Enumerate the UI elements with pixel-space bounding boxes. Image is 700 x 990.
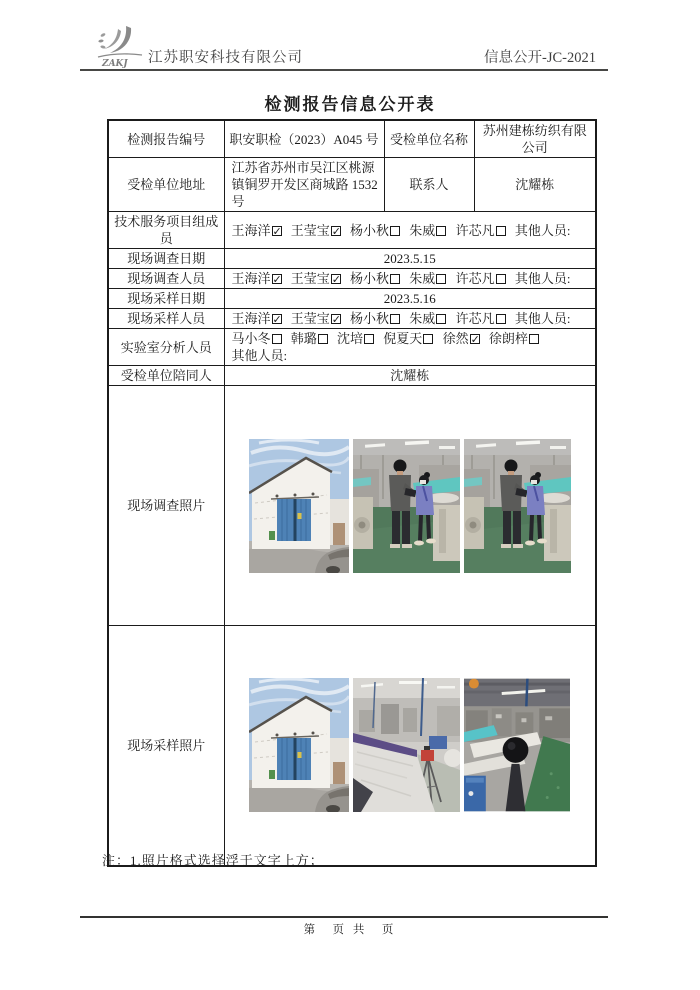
team-member [232,223,282,238]
staff-member [409,311,446,326]
survey-date-label-cell: 现场调查日期 [108,249,224,269]
sampling-date-value-cell: 2023.5.16 [224,289,596,309]
staff-member [350,271,400,286]
company-logo-icon [96,25,144,69]
checkbox-icon [390,274,400,284]
page-footer: 第 页 共 页 [303,924,397,936]
unit-address-label-cell: 受检单位地址 [108,158,224,212]
checkbox-icon [331,314,341,324]
header-rule [80,69,608,71]
lab-member [383,331,433,346]
survey-photo-workshop-inspection-2 [464,439,571,573]
staff-member [409,271,446,286]
lab-member [443,331,480,346]
person-name: 王莹宝 [290,222,330,238]
unit-address-value-cell: 江苏省苏州市吴江区桃源镇铜罗开发区商城路 1532 号 [224,158,384,212]
staff-member [456,271,506,286]
sampling-photo-noise-meter [464,678,570,812]
table-row [108,386,596,626]
person-name: 王海洋 [231,222,271,238]
person-name: 朱威 [409,271,436,286]
checkbox-icon [390,226,400,236]
person-name: 沈培 [337,331,364,346]
logo-text: ZAKJ [102,59,128,69]
others-label: 其他人员: [514,311,571,326]
person-name: 王海洋 [231,271,271,286]
checkbox-icon [272,314,282,324]
checkbox-icon [272,334,282,344]
unit-name-value-cell: 苏州建栋纺织有限公司 [474,120,596,158]
table-row [108,289,596,309]
checkbox-icon [436,274,446,284]
person-name: 马小冬 [231,331,271,346]
sampling-photo-factory-exterior [249,678,349,812]
page-title: 检测报告信息公开表 [264,95,436,114]
unit-name-label-cell: 受检单位名称 [384,120,474,158]
team-member [456,223,506,238]
team-member [350,223,400,238]
person-name: 倪夏天 [383,331,423,346]
staff-member [232,311,282,326]
person-name: 许芯凡 [455,311,495,326]
lab-staff-line1 [232,330,592,347]
survey-photos-label-cell: 现场调查照片 [108,386,224,626]
checkbox-icon [390,314,400,324]
report-no-value-cell: 职安职检（2023）A045 号 [224,120,384,158]
checkbox-icon [496,274,506,284]
person-name: 王莹宝 [290,311,330,326]
escort-value-cell: 沈耀栋 [224,366,596,386]
person-name: 王莹宝 [290,271,330,286]
team-label-cell: 技术服务项目组成员 [108,212,224,249]
table-row [108,212,596,249]
checkbox-icon [529,334,539,344]
survey-staff-cell [224,269,596,289]
table-row [108,158,596,212]
person-name: 许芯凡 [455,222,495,238]
lab-member [337,331,374,346]
team-members-cell [224,212,596,249]
sampling-photo-loom-sampler [353,678,460,812]
report-table [107,119,597,867]
table-row [108,309,596,329]
checkbox-icon [496,314,506,324]
staff-member [291,311,341,326]
table-row [108,120,596,158]
team-member [291,223,341,238]
person-name: 韩璐 [290,331,317,346]
survey-staff-label-cell: 现场调查人员 [108,269,224,289]
lab-staff-cell [224,329,596,366]
checkbox-icon [436,226,446,236]
sampling-photos-cell [224,626,596,866]
checkbox-icon [318,334,328,344]
survey-photos-cell [224,386,596,626]
table-row [108,366,596,386]
doc-number: 信息公开-JC-2021 [484,50,596,66]
table-row [108,269,596,289]
checkbox-icon [272,274,282,284]
table-row [108,626,596,866]
survey-photo-factory-exterior [249,439,349,573]
checkbox-icon [436,314,446,324]
escort-label-cell: 受检单位陪同人 [108,366,224,386]
person-name: 许芯凡 [455,271,495,286]
survey-photos-group [229,439,592,573]
staff-member [232,271,282,286]
checkbox-icon [272,226,282,236]
table-row [108,329,596,366]
lab-staff-label-cell: 实验室分析人员 [108,329,224,366]
footnote: 注：1.照片格式选择浮于文字上方； [102,853,324,868]
person-name: 朱威 [409,222,436,238]
contact-label-cell: 联系人 [384,158,474,212]
lab-member [291,331,328,346]
checkbox-icon [470,334,480,344]
person-name: 杨小秋 [350,311,390,326]
table-row [108,249,596,269]
company-name: 江苏职安科技有限公司 [148,50,303,66]
others-label: 其他人员: [514,222,571,238]
lab-member [489,331,539,346]
checkbox-icon [331,274,341,284]
lab-member [232,331,282,346]
staff-member [291,271,341,286]
footer-rule [80,916,608,918]
checkbox-icon [364,334,374,344]
checkbox-icon [496,226,506,236]
checkbox-icon [423,334,433,344]
person-name: 杨小秋 [350,271,390,286]
checkbox-icon [331,226,341,236]
survey-date-value-cell: 2023.5.15 [224,249,596,269]
sampling-photos-group [229,678,592,812]
sampling-photos-label-cell: 现场采样照片 [108,626,224,866]
staff-member [350,311,400,326]
person-name: 杨小秋 [350,222,390,238]
staff-member [456,311,506,326]
person-name: 徐然 [442,331,469,346]
others-label: 其他人员: [514,271,571,286]
person-name: 王海洋 [231,311,271,326]
team-member [409,223,446,238]
sampling-date-label-cell: 现场采样日期 [108,289,224,309]
sampling-staff-cell [224,309,596,329]
person-name: 徐朗梓 [488,331,528,346]
report-no-label-cell: 检测报告编号 [108,120,224,158]
contact-value-cell: 沈耀栋 [474,158,596,212]
survey-photo-workshop-inspection [353,439,460,573]
others-label: 其他人员: [231,348,288,363]
sampling-staff-label-cell: 现场采样人员 [108,309,224,329]
person-name: 朱威 [409,311,436,326]
